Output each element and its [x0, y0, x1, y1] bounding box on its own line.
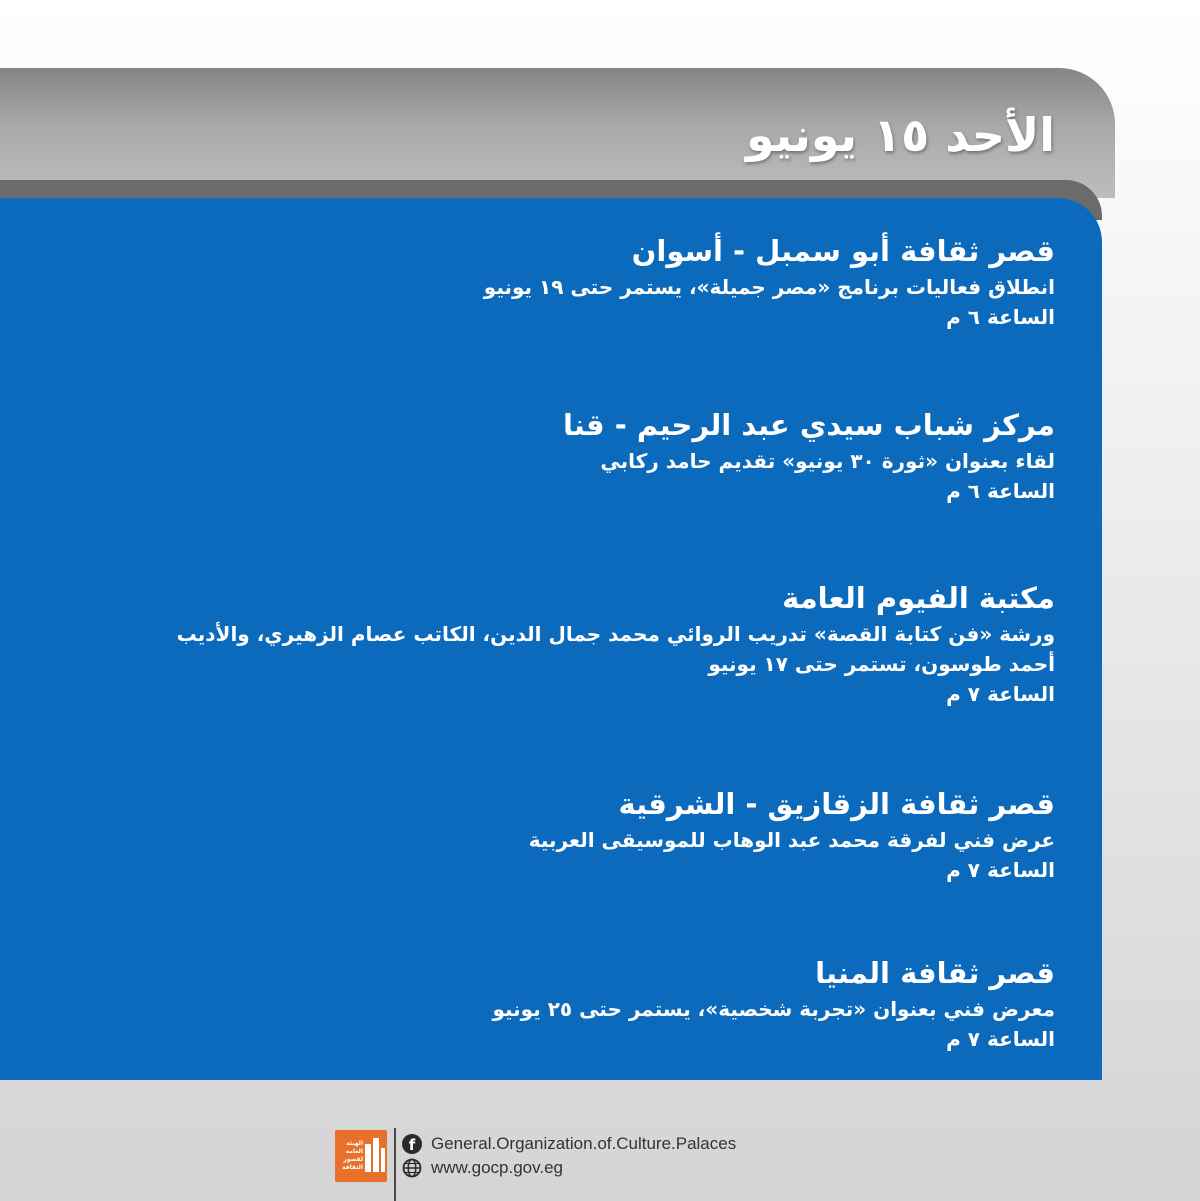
- website-link[interactable]: [402, 1158, 563, 1178]
- event-venue: قصر ثقافة الزقازيق - الشرقية: [618, 787, 1055, 821]
- event-time: الساعة ٧ م: [946, 858, 1055, 882]
- gocp-logo-icon: [335, 1130, 387, 1182]
- event-time: الساعة ٧ م: [946, 1027, 1055, 1051]
- event-description: معرض فني بعنوان «تجربة شخصية»، يستمر حتى ٢٥ يونيو: [492, 997, 1055, 1021]
- event-venue: قصر ثقافة أبو سمبل - أسوان: [631, 234, 1055, 268]
- footer-divider: [394, 1128, 396, 1201]
- event-item: [125, 404, 1055, 506]
- website-url[interactable]: www.gocp.gov.eg: [431, 1158, 563, 1177]
- event-time: الساعة ٧ م: [946, 682, 1055, 706]
- event-item: [125, 577, 1055, 709]
- event-item: [125, 952, 1055, 1054]
- logo-text: الهيئة العامة لقصور الثقافة: [342, 1140, 363, 1171]
- event-venue: قصر ثقافة المنيا: [815, 956, 1055, 990]
- event-venue: مكتبة الفيوم العامة: [782, 581, 1055, 615]
- event-description: عرض فني لفرقة محمد عبد الوهاب للموسيقى العربية: [528, 828, 1055, 852]
- facebook-icon: f: [402, 1134, 422, 1154]
- event-description: انطلاق فعاليات برنامج «مصر جميلة»، يستمر حتى ١٩ يونيو: [483, 275, 1055, 299]
- event-description: لقاء بعنوان «ثورة ٣٠ يونيو» تقديم حامد ركابي: [600, 449, 1055, 473]
- event-venue: مركز شباب سيدي عبد الرحيم - قنا: [562, 408, 1055, 442]
- event-time: الساعة ٦ م: [946, 305, 1055, 329]
- globe-icon: [402, 1158, 422, 1178]
- page-title: الأحد ١٥ يونيو: [746, 108, 1055, 162]
- event-item: [125, 230, 1055, 332]
- event-time: الساعة ٦ م: [946, 479, 1055, 503]
- event-description: ورشة «فن كتابة القصة» تدريب الروائي محمد جمال الدين، الكاتب عصام الزهيري، والأديب أحمد طوسون، تستمر حتى ١٧ يونيو: [176, 622, 1055, 676]
- event-item: [125, 783, 1055, 885]
- facebook-handle[interactable]: General.Organization.of.Culture.Palaces: [431, 1134, 737, 1153]
- facebook-link[interactable]: [402, 1134, 736, 1154]
